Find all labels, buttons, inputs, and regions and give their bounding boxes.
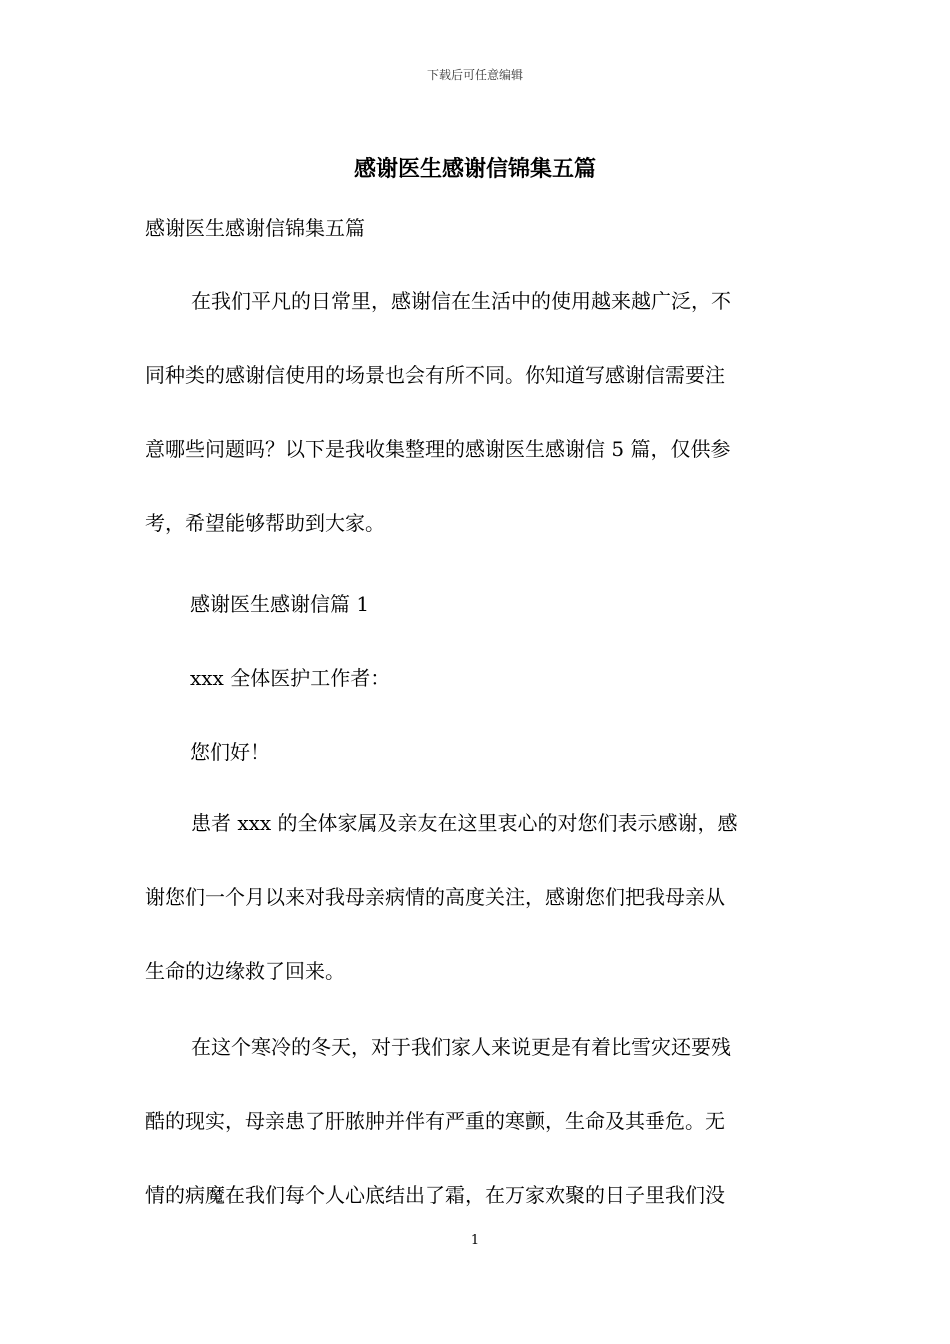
intro-line-3: 意哪些问题吗？以下是我收集整理的感谢医生感谢信 5 篇，仅供参 [145, 437, 731, 461]
intro-line-1: 在我们平凡的日常里，感谢信在生活中的使用越来越广泛，不 [191, 289, 731, 313]
para2-line-3: 情的病魔在我们每个人心底结出了霜，在万家欢聚的日子里我们没 [145, 1183, 725, 1207]
document-title: 感谢医生感谢信锦集五篇 [353, 156, 596, 182]
intro-line-2: 同种类的感谢信使用的场景也会有所不同。你知道写感谢信需要注 [145, 363, 725, 387]
para2-line-2: 酷的现实，母亲患了肝脓肿并伴有严重的寒颤，生命及其垂危。无 [145, 1109, 725, 1133]
greeting: 您们好！ [190, 740, 270, 764]
para2-line-1: 在这个寒冷的冬天，对于我们家人来说更是有着比雪灾还要残 [191, 1035, 731, 1059]
para1-line-2: 谢您们一个月以来对我母亲病情的高度关注，感谢您们把我母亲从 [145, 885, 725, 909]
salutation: xxx 全体医护工作者： [190, 666, 391, 690]
para1-line-3: 生命的边缘救了回来。 [145, 959, 345, 983]
letter-1-heading: 感谢医生感谢信篇 1 [190, 592, 370, 616]
subtitle-line: 感谢医生感谢信锦集五篇 [145, 216, 365, 240]
header-note: 下载后可任意编辑 [426, 68, 523, 82]
page-number: 1 [470, 1233, 480, 1248]
intro-line-4: 考，希望能够帮助到大家。 [145, 511, 385, 535]
para1-line-1: 患者 xxx 的全体家属及亲友在这里衷心的对您们表示感谢，感 [191, 811, 738, 835]
